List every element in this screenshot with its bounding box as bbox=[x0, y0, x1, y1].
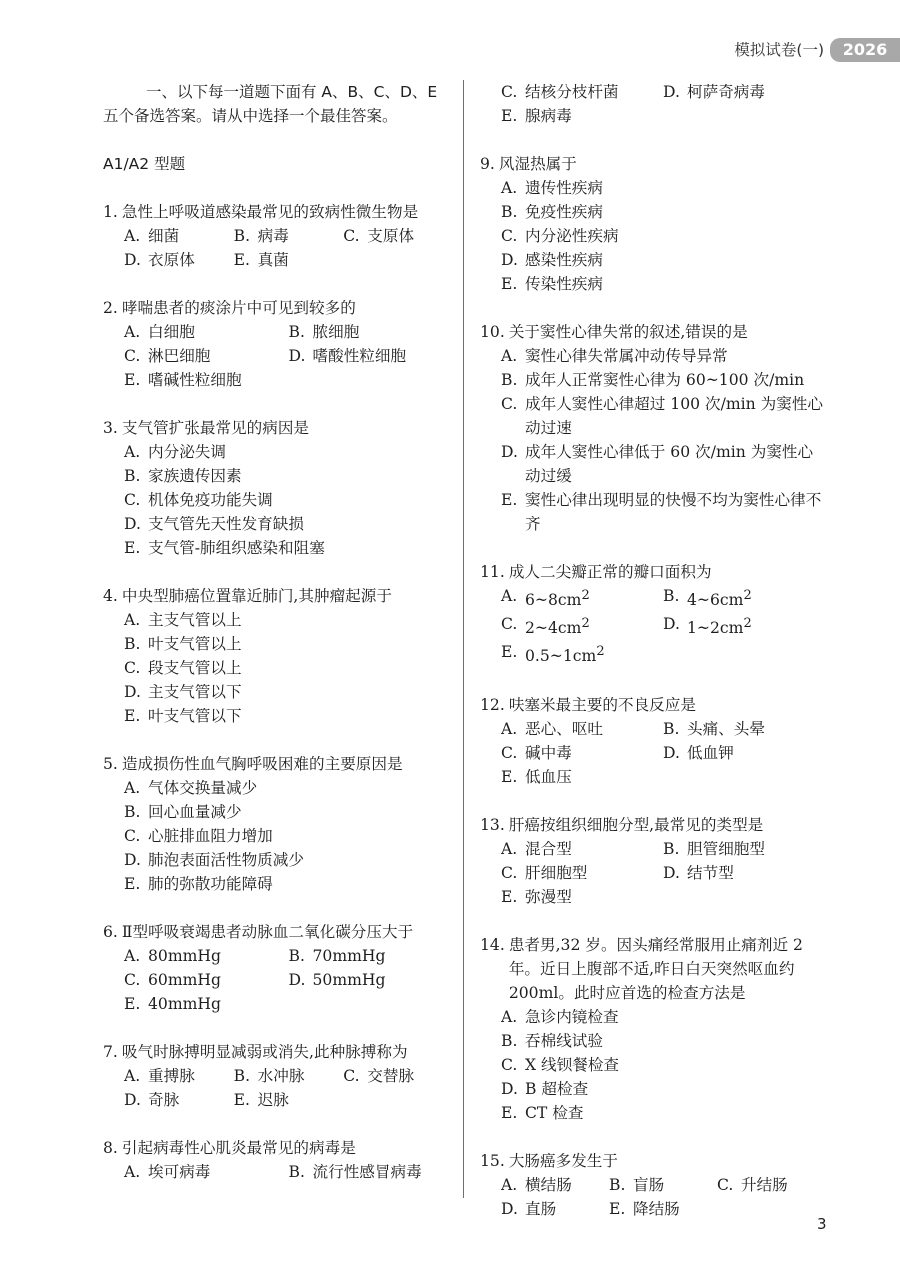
option-b: B. 脓细胞 bbox=[288, 323, 360, 341]
option-d: D. 肺泡表面活性物质减少 bbox=[124, 851, 304, 869]
option-a: A. $6\sim 8cm^2$ bbox=[501, 587, 590, 610]
question-8-continued bbox=[480, 80, 825, 128]
option-c: C. 段支气管以上 bbox=[124, 659, 242, 677]
right-column bbox=[480, 80, 825, 1221]
option-c: C. 升结肠 bbox=[716, 1175, 788, 1194]
option-b: B. 家族遗传因素 bbox=[124, 467, 242, 485]
option-a: A. 白细胞 bbox=[124, 323, 195, 341]
question-number: 15. bbox=[480, 1151, 505, 1170]
option-a: A. 恶心、呕吐 bbox=[501, 719, 603, 738]
question-1 bbox=[103, 200, 453, 272]
option-b: B. 成年人正常窦性心律为 60~100 次/min bbox=[501, 371, 805, 389]
question-15 bbox=[480, 1149, 825, 1221]
question-3 bbox=[103, 416, 453, 560]
option-c: C. 结核分枝杆菌 bbox=[501, 83, 619, 101]
option-a: A. 横结肠 bbox=[501, 1175, 572, 1194]
option-e: E. 降结肠 bbox=[608, 1199, 680, 1218]
question-8 bbox=[103, 1136, 453, 1184]
option-c: C. X 线钡餐检查 bbox=[501, 1055, 620, 1074]
option-b: B. 流行性感冒病毒 bbox=[288, 1163, 422, 1181]
option-a: A. 混合型 bbox=[501, 839, 572, 858]
question-number: 6. bbox=[103, 923, 118, 941]
option-d: D. $1\sim 2cm^2$ bbox=[663, 615, 752, 638]
question-9 bbox=[480, 152, 825, 296]
option-d: D. B 超检查 bbox=[501, 1079, 589, 1098]
question-stem: 风湿热属于 bbox=[498, 155, 577, 173]
question-7 bbox=[103, 1040, 453, 1112]
option-e: E. 迟脉 bbox=[233, 1091, 289, 1109]
question-number: 8. bbox=[103, 1139, 118, 1157]
option-e: E. 支气管-肺组织感染和阻塞 bbox=[124, 539, 325, 557]
option-e: E. $0.5\sim 1cm^2$ bbox=[501, 643, 605, 666]
option-d: D. 感染性疾病 bbox=[501, 251, 603, 269]
page-number: 3 bbox=[817, 1215, 827, 1233]
question-stem: 吸气时脉搏明显减弱或消失,此种脉搏称为 bbox=[121, 1043, 408, 1061]
question-number: 5. bbox=[103, 755, 118, 773]
option-d: D. 50mmHg bbox=[288, 971, 386, 989]
question-stem: 哮喘患者的痰涂片中可见到较多的 bbox=[121, 299, 356, 317]
option-a: A. 细菌 bbox=[124, 227, 180, 245]
question-stem: 关于窦性心律失常的叙述,错误的是 bbox=[508, 323, 748, 341]
question-number: 2. bbox=[103, 299, 118, 317]
question-number: 10. bbox=[480, 323, 505, 341]
question-stem: 大肠癌多发生于 bbox=[508, 1151, 618, 1170]
option-a: A. 重搏脉 bbox=[124, 1067, 195, 1085]
option-c: C. 肝细胞型 bbox=[501, 863, 588, 882]
question-stem: 患者男,32 岁。因头痛经常服用止痛剂近 2 年。近日上腹部不适,昨日白天突然呕血约 200ml。此时应首选的检查方法是 bbox=[508, 935, 803, 1002]
option-c: C. 60mmHg bbox=[124, 971, 221, 989]
question-stem: 引起病毒性心肌炎最常见的病毒是 bbox=[121, 1139, 356, 1157]
option-b: B. 免疫性疾病 bbox=[501, 203, 603, 221]
option-e: E. 窦性心律出现明显的快慢不均为窦性心律不齐 bbox=[501, 491, 822, 533]
option-d: D. 柯萨奇病毒 bbox=[663, 83, 765, 101]
question-14 bbox=[480, 933, 825, 1125]
option-b: B. 病毒 bbox=[233, 227, 289, 245]
option-c: C. 淋巴细胞 bbox=[124, 347, 211, 365]
question-number: 1. bbox=[103, 203, 118, 221]
instructions: 一、以下每一道题下面有 A、B、C、D、E 五个备选答案。请从中选择一个最佳答案。 bbox=[103, 83, 438, 125]
option-b: B. 胆管细胞型 bbox=[663, 839, 765, 858]
option-e: E. 真菌 bbox=[233, 251, 289, 269]
option-a: A. 急诊内镜检查 bbox=[501, 1007, 619, 1026]
option-d: D. 主支气管以下 bbox=[124, 683, 242, 701]
option-e: E. 低血压 bbox=[501, 767, 572, 786]
option-c: C. 交替脉 bbox=[343, 1067, 415, 1085]
option-e: E. 40mmHg bbox=[124, 995, 221, 1013]
question-stem: 支气管扩张最常见的病因是 bbox=[121, 419, 310, 437]
question-13 bbox=[480, 813, 825, 909]
question-number: 4. bbox=[103, 587, 118, 605]
option-a: A. 窦性心律失常属冲动传导异常 bbox=[501, 347, 728, 365]
option-d: D. 成年人窦性心律低于 60 次/min 为窦性心动过缓 bbox=[501, 443, 814, 485]
option-e: E. CT 检查 bbox=[501, 1103, 584, 1122]
option-c: C. 心脏排血阻力增加 bbox=[124, 827, 273, 845]
question-stem: Ⅱ型呼吸衰竭患者动脉血二氧化碳分压大于 bbox=[121, 923, 414, 941]
option-e: E. 传染性疾病 bbox=[501, 275, 603, 293]
question-stem: 肝癌按组织细胞分型,最常见的类型是 bbox=[508, 815, 764, 834]
option-e: E. 弥漫型 bbox=[501, 887, 572, 906]
question-number: 14. bbox=[480, 935, 505, 954]
question-6 bbox=[103, 920, 453, 1016]
question-number: 12. bbox=[480, 695, 505, 714]
question-stem: 成人二尖瓣正常的瓣口面积为 bbox=[508, 563, 712, 581]
question-10 bbox=[480, 320, 825, 536]
option-d: D. 支气管先天性发育缺损 bbox=[124, 515, 304, 533]
option-c: C. 机体免疫功能失调 bbox=[124, 491, 273, 509]
option-d: D. 奇脉 bbox=[124, 1091, 180, 1109]
option-e: E. 叶支气管以下 bbox=[124, 707, 242, 725]
option-d: D. 直肠 bbox=[501, 1199, 557, 1218]
option-b: B. 盲肠 bbox=[608, 1175, 665, 1194]
question-number: 9. bbox=[480, 155, 495, 173]
option-c: C. 碱中毒 bbox=[501, 743, 572, 762]
option-c: C. 内分泌性疾病 bbox=[501, 227, 619, 245]
option-a: A. 80mmHg bbox=[124, 947, 221, 965]
option-d: D. 结节型 bbox=[663, 863, 734, 882]
option-a: A. 内分泌失调 bbox=[124, 443, 226, 461]
option-a: A. 气体交换量减少 bbox=[124, 779, 258, 797]
option-a: A. 主支气管以上 bbox=[124, 611, 242, 629]
question-11 bbox=[480, 560, 825, 669]
option-e: E. 腺病毒 bbox=[501, 107, 572, 125]
question-number: 7. bbox=[103, 1043, 118, 1061]
question-number: 3. bbox=[103, 419, 118, 437]
question-number: 13. bbox=[480, 815, 505, 834]
option-a: A. 遗传性疾病 bbox=[501, 179, 603, 197]
option-b: B. 叶支气管以上 bbox=[124, 635, 242, 653]
option-b: B. 水冲脉 bbox=[233, 1067, 305, 1085]
option-d: D. 嗜酸性粒细胞 bbox=[288, 347, 407, 365]
column-divider bbox=[463, 80, 464, 1198]
option-c: C. 成年人窦性心律超过 100 次/min 为窦性心动过速 bbox=[501, 395, 824, 437]
option-d: D. 衣原体 bbox=[124, 251, 195, 269]
question-number: 11. bbox=[480, 563, 505, 581]
question-12 bbox=[480, 693, 825, 789]
option-b: B. 吞棉线试验 bbox=[501, 1031, 603, 1050]
running-header-title: 模拟试卷(一) bbox=[734, 41, 824, 59]
option-d: D. 低血钾 bbox=[663, 743, 734, 762]
option-e: E. 肺的弥散功能障碍 bbox=[124, 875, 273, 893]
option-b: B. 头痛、头晕 bbox=[663, 719, 765, 738]
year-badge: 2026 bbox=[830, 38, 900, 62]
option-c: C. $2\sim 4cm^2$ bbox=[501, 615, 590, 638]
section-label: A1/A2 型题 bbox=[103, 155, 186, 173]
question-stem: 造成损伤性血气胸呼吸困难的主要原因是 bbox=[121, 755, 403, 773]
option-b: B. 回心血量减少 bbox=[124, 803, 242, 821]
question-stem: 中央型肺癌位置靠近肺门,其肿瘤起源于 bbox=[121, 587, 392, 605]
question-stem: 呋塞米最主要的不良反应是 bbox=[508, 695, 696, 714]
option-c: C. 支原体 bbox=[343, 227, 415, 245]
option-e: E. 嗜碱性粒细胞 bbox=[124, 371, 242, 389]
question-4 bbox=[103, 584, 453, 728]
option-a: A. 埃可病毒 bbox=[124, 1163, 211, 1181]
question-5 bbox=[103, 752, 453, 896]
question-2 bbox=[103, 296, 453, 392]
option-b: B. 70mmHg bbox=[288, 947, 386, 965]
option-b: B. $4\sim 6cm^2$ bbox=[663, 587, 752, 610]
left-column bbox=[103, 80, 453, 1184]
question-stem: 急性上呼吸道感染最常见的致病性微生物是 bbox=[121, 203, 419, 221]
